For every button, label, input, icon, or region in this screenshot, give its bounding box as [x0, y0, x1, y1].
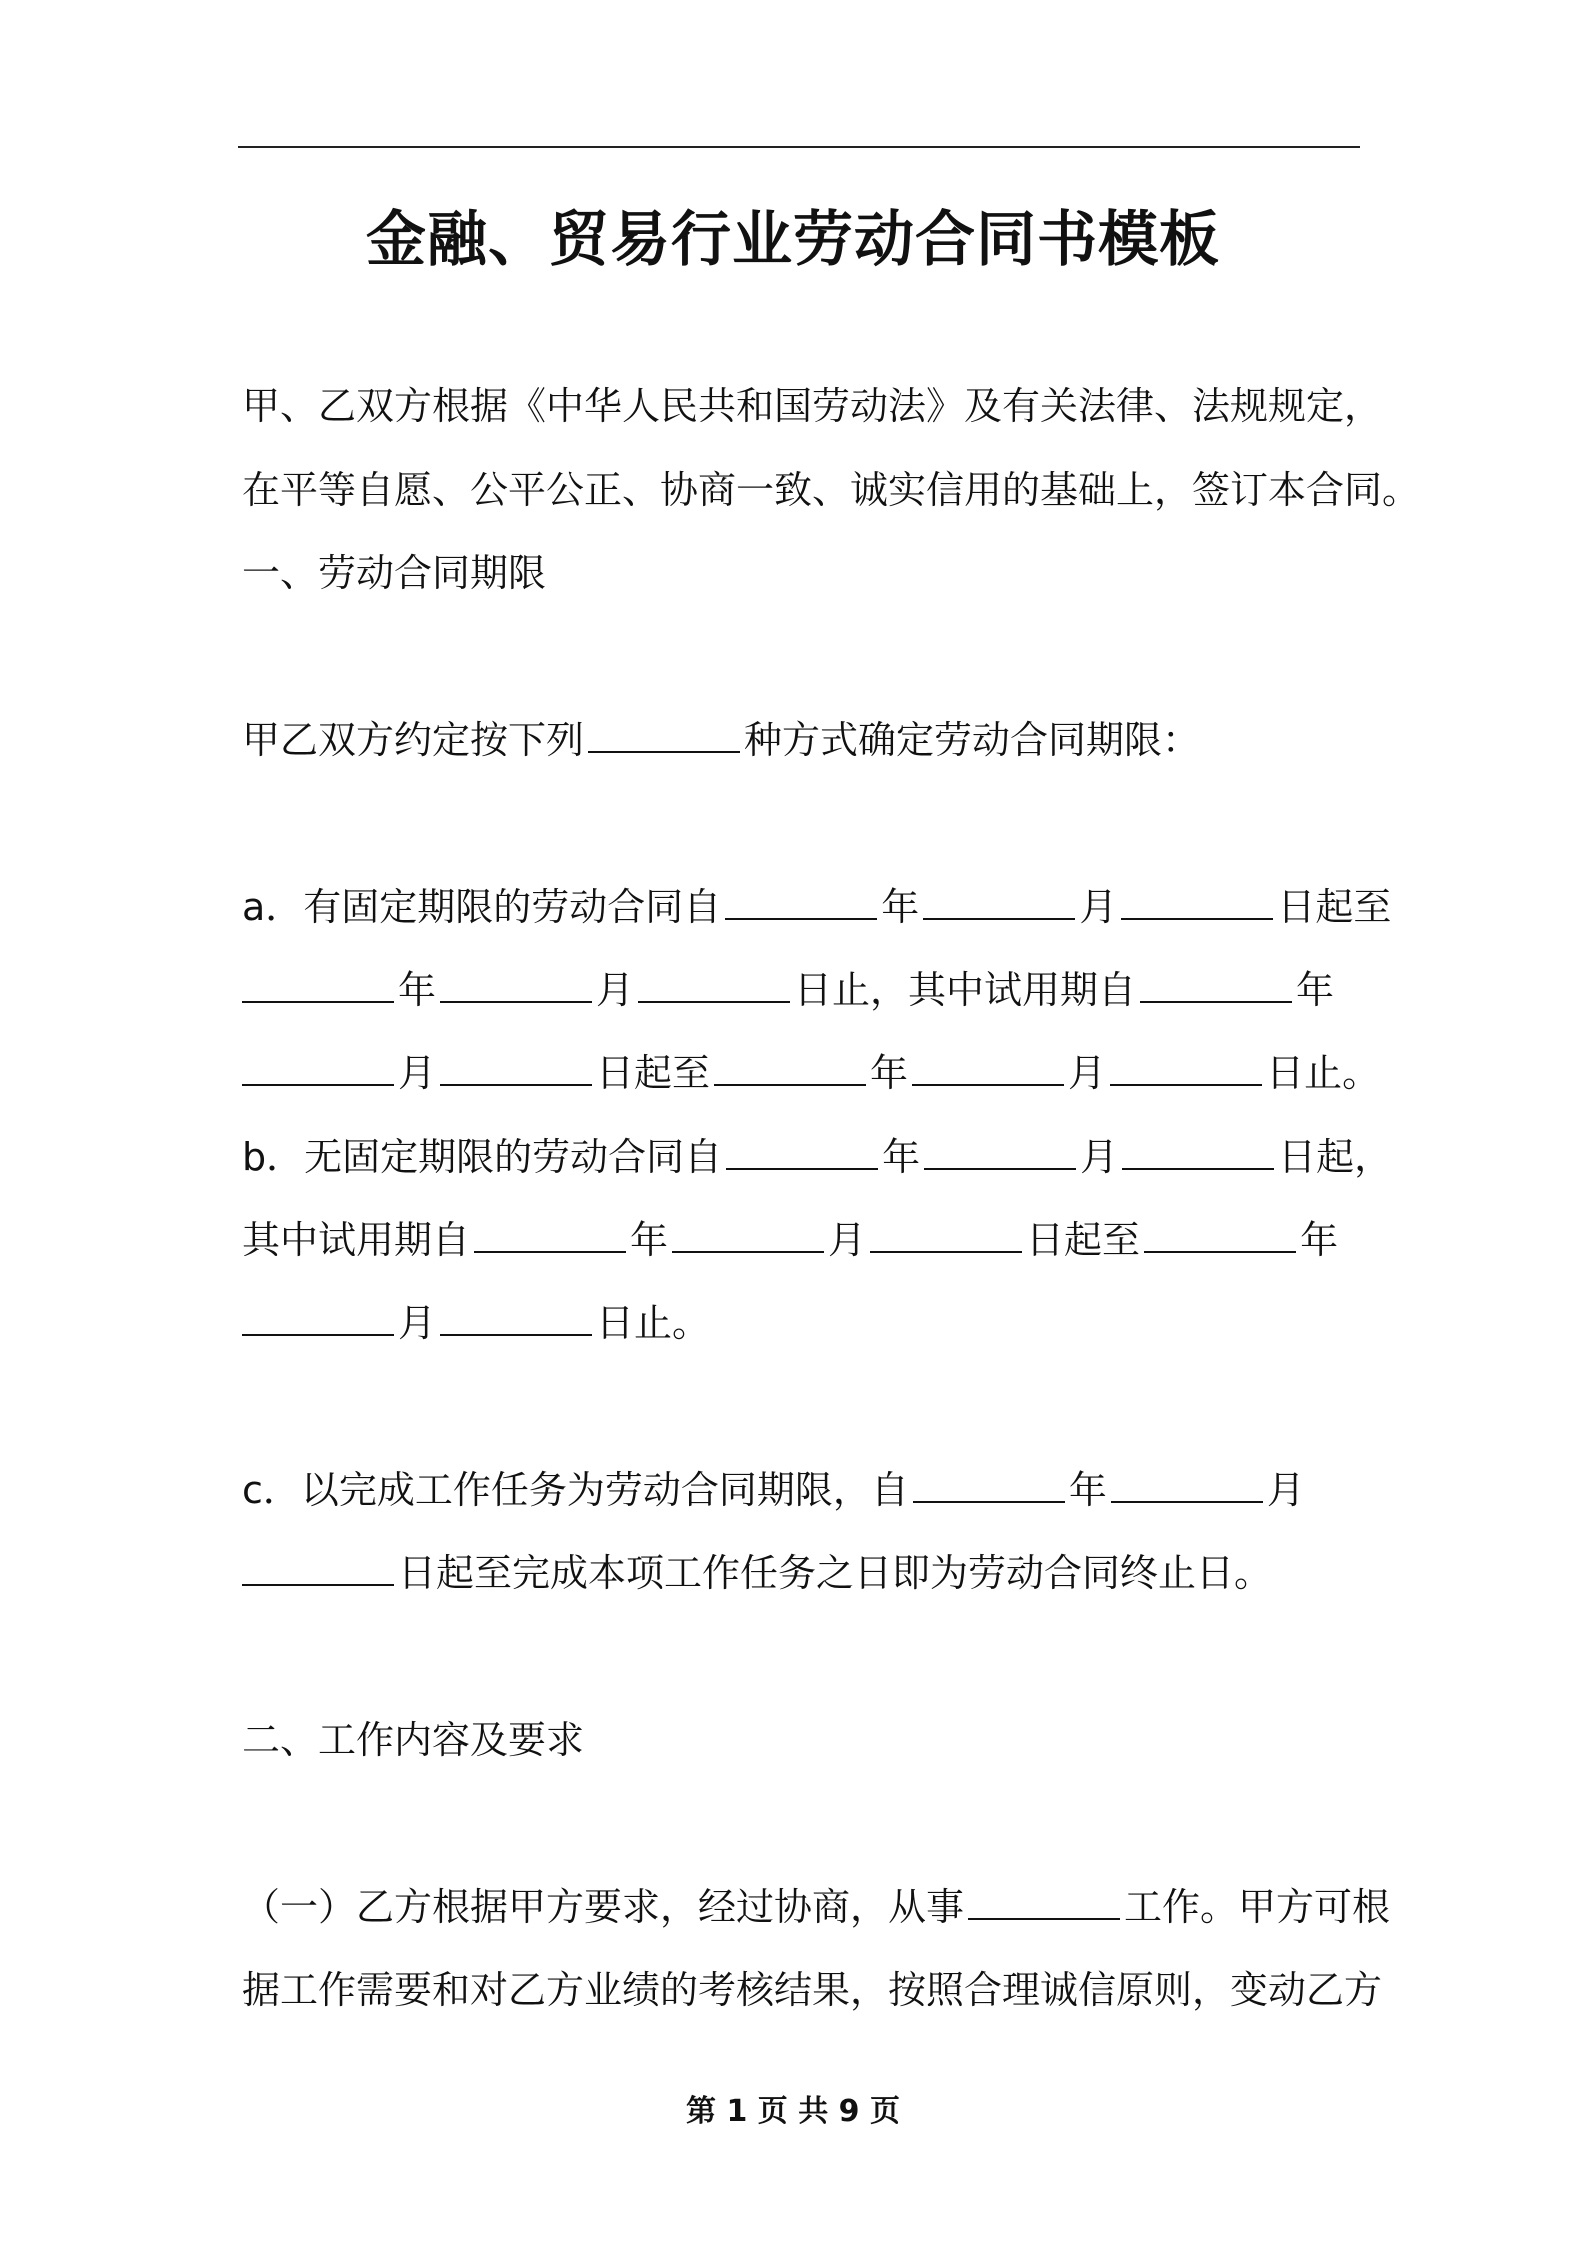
- blank-field[interactable]: [638, 965, 790, 1003]
- blank-field[interactable]: [474, 1215, 626, 1253]
- section-2-line-2: 据工作需要和对乙方业绩的考核结果，按照合理诚信原则，变动乙方: [242, 1968, 1383, 2012]
- blank-field[interactable]: [440, 965, 592, 1003]
- option-b-line-2: 其中试用期自 年 月 日起至 年: [242, 1210, 1372, 1270]
- blank-field[interactable]: [1140, 965, 1292, 1003]
- blank-field[interactable]: [714, 1048, 866, 1086]
- intro-line-2: 在平等自愿、公平公正、协商一致、诚实信用的基础上，签订本合同。: [242, 468, 1421, 512]
- option-b-line-3: 月 日止。: [242, 1293, 1372, 1353]
- blank-field[interactable]: [242, 965, 394, 1003]
- blank-field[interactable]: [968, 1882, 1120, 1920]
- blank-field[interactable]: [924, 1132, 1076, 1170]
- section-2-line-1: （一）乙方根据甲方要求，经过协商，从事 工作。甲方可根: [242, 1877, 1372, 1937]
- option-a-line-1: a．有固定期限的劳动合同自 年 月 日起至: [242, 877, 1372, 937]
- section-2-heading: 二、工作内容及要求: [242, 1718, 585, 1762]
- intro-line-1: 甲、乙双方根据《中华人民共和国劳动法》及有关法律、法规规定，: [242, 384, 1383, 428]
- blank-field[interactable]: [242, 1548, 394, 1586]
- header-rule: [238, 146, 1360, 148]
- blank-field[interactable]: [923, 882, 1075, 920]
- page-indicator: 第 1 页 共 9 页: [686, 2094, 900, 2129]
- blank-field[interactable]: [588, 715, 740, 753]
- option-b-line-1: b．无固定期限的劳动合同自 年 月 日起，: [242, 1127, 1372, 1187]
- blank-field[interactable]: [1110, 1048, 1262, 1086]
- blank-field[interactable]: [726, 1132, 878, 1170]
- blank-field[interactable]: [912, 1048, 1064, 1086]
- blank-field[interactable]: [242, 1048, 394, 1086]
- blank-field[interactable]: [1111, 1465, 1263, 1503]
- option-c-line-2: 日起至完成本项工作任务之日即为劳动合同终止日。: [242, 1543, 1372, 1603]
- blank-field[interactable]: [242, 1298, 394, 1336]
- blank-field[interactable]: [725, 882, 877, 920]
- blank-field[interactable]: [440, 1298, 592, 1336]
- section-1-heading: 一、劳动合同期限: [242, 551, 547, 595]
- document-title: 金融、贸易行业劳动合同书模板: [366, 205, 1220, 275]
- blank-field[interactable]: [672, 1215, 824, 1253]
- section-1-paragraph-1: 甲乙双方约定按下列 种方式确定劳动合同期限：: [242, 710, 1372, 770]
- blank-field[interactable]: [1122, 1132, 1274, 1170]
- option-a-line-2: 年 月 日止，其中试用期自 年: [242, 960, 1372, 1020]
- blank-field[interactable]: [440, 1048, 592, 1086]
- blank-field[interactable]: [913, 1465, 1065, 1503]
- blank-field[interactable]: [1144, 1215, 1296, 1253]
- blank-field[interactable]: [870, 1215, 1022, 1253]
- option-c-line-1: c．以完成工作任务为劳动合同期限，自 年 月: [242, 1460, 1372, 1520]
- option-a-line-3: 月 日起至 年 月 日止。: [242, 1043, 1372, 1103]
- blank-field[interactable]: [1121, 882, 1273, 920]
